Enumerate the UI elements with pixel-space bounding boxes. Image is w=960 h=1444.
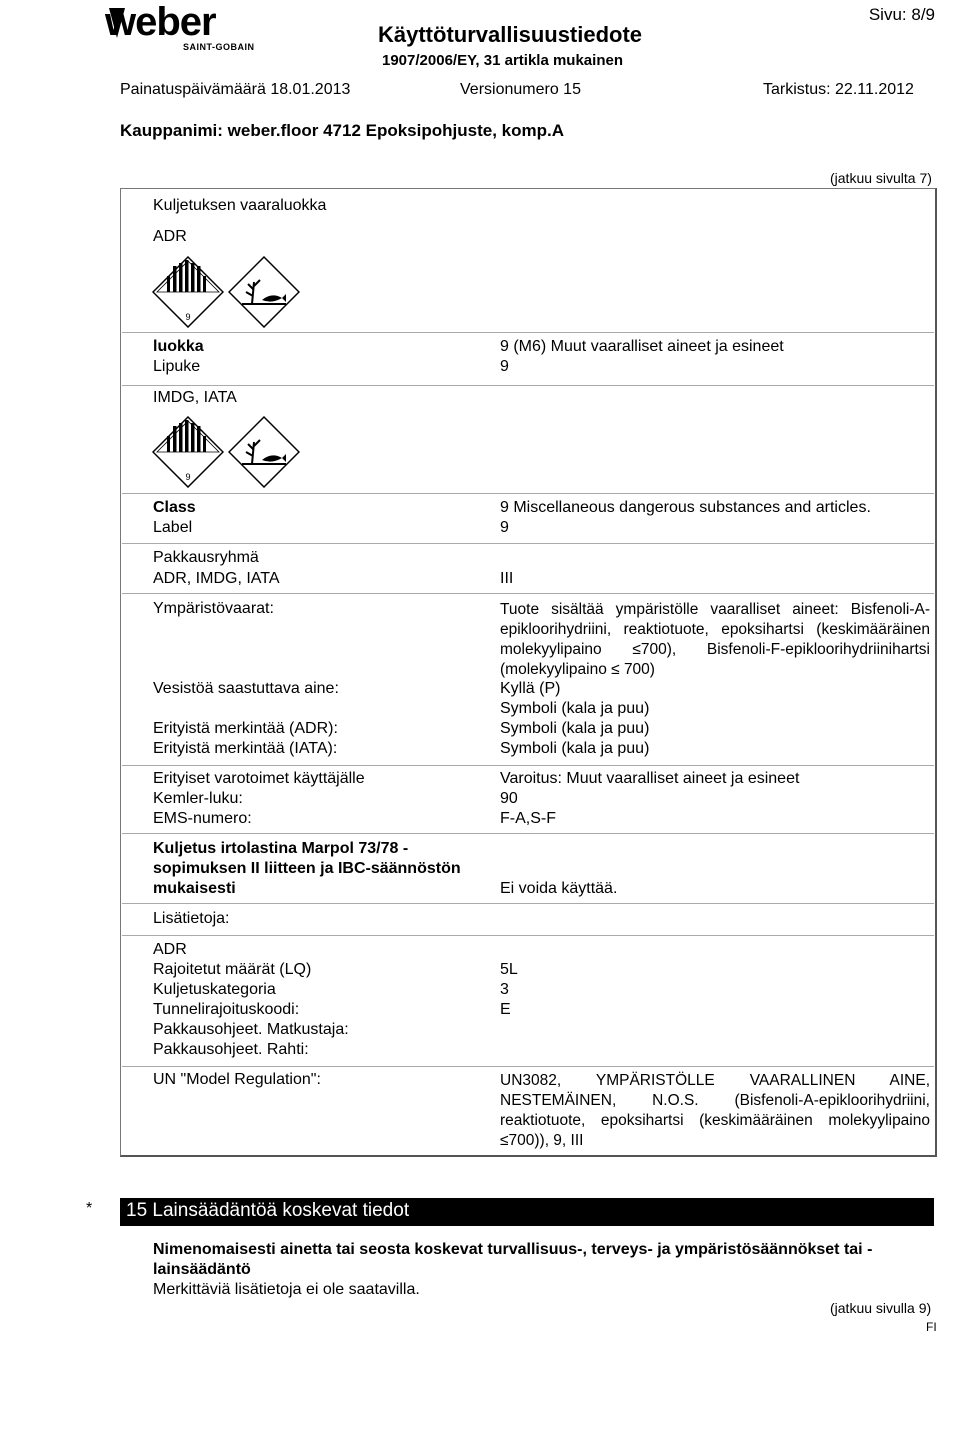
imdg-iata-heading: IMDG, IATA [153, 389, 237, 406]
marpol-value: Ei voida käyttää. [500, 880, 618, 897]
divider [122, 385, 934, 386]
section15-text: Merkittäviä lisätietoja ei ole saatavilla. [153, 1281, 420, 1298]
transport-hazard-class-heading: Kuljetuksen vaaraluokka [153, 197, 327, 214]
tunnel-code-value: E [500, 1001, 511, 1018]
continued-to-note: (jatkuu sivulla 9) [830, 1300, 932, 1316]
divider [122, 765, 934, 766]
user-precautions-label: Erityiset varotoimet käyttäjälle [153, 770, 365, 787]
divider [122, 833, 934, 834]
special-marking-iata-value: Symboli (kala ja puu) [500, 740, 650, 757]
divider [122, 493, 934, 494]
continued-from-note: (jatkuu sivulta 7) [830, 170, 932, 186]
class9-hazard-icon [152, 256, 224, 328]
label-label: Lipuke [153, 358, 201, 375]
label-value: 9 [500, 358, 509, 375]
logo-subtitle: SAINT-GOBAIN [183, 42, 255, 52]
limited-quantities-value: 5L [500, 961, 518, 978]
imdg-class-value: 9 Miscellaneous dangerous substances and articles. [500, 499, 871, 516]
environment-hazard-icon [228, 416, 300, 488]
kemler-value: 90 [500, 790, 518, 807]
class-value: 9 (M6) Muut vaaralliset aineet ja esineet [500, 338, 784, 355]
special-marking-adr-label: Erityistä merkintää (ADR): [153, 720, 338, 737]
user-precautions-value: Varoitus: Muut vaaralliset aineet ja esineet [500, 770, 800, 787]
page-number: Sivu: 8/9 [868, 5, 935, 24]
un-model-regulation-label: UN "Model Regulation": [153, 1071, 321, 1088]
packing-instructions-passenger-label: Pakkausohjeet. Matkustaja: [153, 1021, 349, 1038]
imdg-label-label: Label [153, 519, 193, 536]
divider [122, 935, 934, 936]
divider [122, 593, 934, 594]
trade-name: Kauppanimi: weber.floor 4712 Epoksipohjuste, komp.A [120, 121, 564, 140]
additional-info-heading: Lisätietoja: [153, 910, 230, 927]
divider [122, 903, 934, 904]
environment-hazard-icon [228, 256, 300, 328]
marine-pollutant-symbol: Symboli (kala ja puu) [500, 700, 650, 717]
document-subtitle: 1907/2006/EY, 31 artikla mukainen [382, 52, 623, 69]
marpol-label-line2: sopimuksen II liitteen ja IBC-säännöstön [153, 860, 461, 877]
imdg-label-value: 9 [500, 519, 509, 536]
kemler-label: Kemler-luku: [153, 790, 243, 807]
divider [122, 1066, 934, 1067]
weber-logo [105, 0, 255, 52]
special-marking-iata-label: Erityistä merkintää (IATA): [153, 740, 338, 757]
packing-group-value: III [500, 570, 514, 587]
class9-number: 9 [185, 312, 191, 322]
class9-hazard-icon [152, 416, 224, 488]
adr-heading: ADR [153, 228, 187, 245]
un-model-regulation-value: UN3082, YMPÄRISTÖLLE VAARALLINEN AINE, NESTEMÄINEN, N.O.S. (Bisfenoli-A-epikloorihydriini, reaktiotuote, epoksihartsi (keskimääräinen molekyylipaino ≤700)), 9, III [500, 1072, 930, 1149]
class-label: luokka [153, 338, 204, 355]
document-title: Käyttöturvallisuustiedote [378, 22, 643, 47]
section15-title: 15 Lainsäädäntöä koskevat tiedot [126, 1200, 410, 1221]
divider [122, 543, 934, 544]
language-code: FI [926, 1320, 937, 1334]
print-date: Painatuspäivämäärä 18.01.2013 [120, 81, 351, 98]
tunnel-code-label: Tunnelirajoituskoodi: [153, 1001, 300, 1018]
marpol-label-line3: mukaisesti [153, 880, 236, 897]
version-number: Versionumero 15 [460, 81, 581, 98]
special-marking-adr-value: Symboli (kala ja puu) [500, 720, 650, 737]
packing-instructions-cargo-label: Pakkausohjeet. Rahti: [153, 1041, 309, 1058]
imdg-class-label: Class [153, 499, 196, 516]
adr-additional-heading: ADR [153, 941, 187, 958]
marine-pollutant-label: Vesistöä saastuttava aine: [153, 680, 339, 697]
divider [122, 332, 934, 333]
transport-category-label: Kuljetuskategoria [153, 981, 276, 998]
packing-group-heading: Pakkausryhmä [153, 549, 259, 566]
revision-date: Tarkistus: 22.11.2012 [763, 81, 914, 98]
environmental-hazards-value: Tuote sisältää ympäristölle vaaralliset aineet: Bisfenoli-A-epikloorihydriini, reaktiotuote, epoksihartsi (keskimääräinen molekyylipaino ≤700), Bisfenoli-F-epikloorihydriinihartsi (molekyylipaino ≤ 700) [500, 601, 930, 678]
logo-wordmark: weber [105, 0, 216, 44]
environmental-hazards-label: Ympäristövaarat: [153, 600, 274, 617]
limited-quantities-label: Rajoitetut määrät (LQ) [153, 961, 312, 978]
marpol-label-line1: Kuljetus irtolastina Marpol 73/78 - [153, 840, 409, 857]
transport-category-value: 3 [500, 981, 509, 998]
class9-number: 9 [185, 472, 191, 482]
ems-value: F-A,S-F [500, 810, 556, 827]
revision-marker: * [86, 1200, 93, 1217]
marine-pollutant-value: Kyllä (P) [500, 680, 561, 697]
ems-label: EMS-numero: [153, 810, 252, 827]
packing-group-label: ADR, IMDG, IATA [153, 570, 280, 587]
section15-heading: Nimenomaisesti ainetta tai seosta koskevat turvallisuus-, terveys- ja ympäristösäännökset tai -lainsäädäntö [153, 1241, 873, 1278]
